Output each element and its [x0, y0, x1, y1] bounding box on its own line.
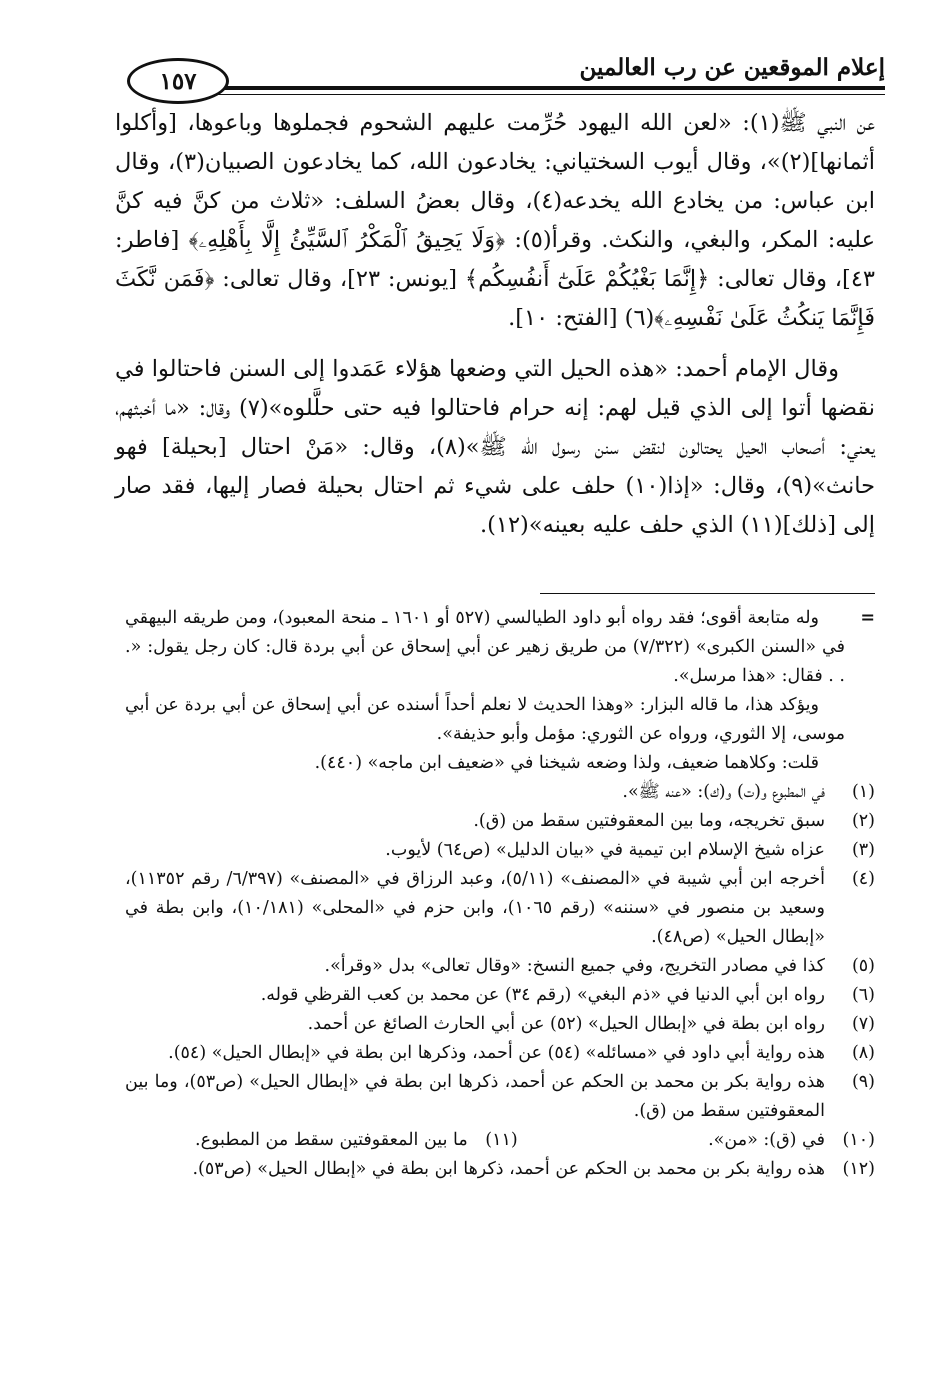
- footnote: [125, 1010, 875, 1039]
- footnote-text: سبق تخريجه، وما بين المعقوفتين سقط من (ق).: [473, 811, 825, 831]
- page-number: ١٥٧: [127, 58, 229, 104]
- continuation-mark: =: [860, 608, 875, 628]
- footnote: [125, 1068, 875, 1126]
- footnote: [125, 778, 875, 807]
- main-paragraph-2: وقال الإمام أحمد: «هذه الحيل التي وضعها هؤلاء عَمَدوا إلى السنن فاحتالوا في نقضها أتوا إلى الذي قيل لهم: إنه حرام فاحتالوا فيه حتى حلَّلوه»(٧) وقال: «ما أخبثهم، يعني: أصحاب الحيل يحتالون لنقض سنن رسول الله ﷺ»(٨)، وقال: «مَنْ احتال [بحيلة] فهو حانث»(٩)، وقال: «إذا(١٠) حلف على شيء ثم احتال بحيلة فصار إليها، فقد صار إلى [ذلك](١١) الذي حلف عليه بعينه»(١٢).: [115, 356, 876, 538]
- footnote-number: (٧): [851, 1014, 875, 1034]
- header-rule-thick: [190, 86, 885, 90]
- main-paragraph-1: عن النبي ﷺ(١): «لعن الله اليهود حُرِّمت عليهم الشحوم فجملوها وباعوها، [وأكلوا أثمانها](٢)»، وقال أيوب السختياني: يخادعون الله، كما يخادعون الصبيان(٣)، وقال ابن عباس: من يخادع الله يخدعه(٤)، وقال بعضُ السلف: «ثلاث من كنَّ فيه كنَّ عليه: المكر، والبغي، والنكث. وقرأ(٥): ﴿وَلَا يَحِيقُ ٱلْمَكْرُ ٱلسَّيِّئُ إِلَّا بِأَهْلِهِۦ﴾ [فاطر: ٤٣]، وقال تعالى: ﴿إِنَّمَا بَغْيُكُمْ عَلَىٰٓ أَنفُسِكُم﴾ [يونس: ٢٣]، وقال تعالى: ﴿فَمَن نَّكَثَ فَإِنَّمَا يَنكُثُ عَلَىٰ نَفْسِهِۦ﴾(٦) [الفتح: ١٠].: [115, 110, 876, 331]
- footnote-number: (٣): [851, 840, 875, 860]
- footnote: [125, 865, 875, 952]
- footnote-text: في المطبوع و(ت) و(ك): «عنه ﷺ».: [622, 782, 825, 802]
- footnote: [125, 836, 875, 865]
- continuation-paragraph: قلت: وكلاهما ضعيف، ولذا وضعه شيخنا في «ضعيف ابن ماجه» (٤٤٠).: [314, 753, 819, 773]
- footnote-number: (١): [851, 782, 875, 802]
- footnote: [125, 807, 875, 836]
- footnote-text: كذا في مصادر التخريج، وفي جميع النسخ: «وقال تعالى» بدل «وقرأ».: [324, 956, 825, 976]
- footnote-text: هذه رواية أبي داود في «مسائله» (٥٤) عن أحمد، وذكرها ابن بطة في «إبطال الحيل» (٥٤).: [168, 1043, 825, 1063]
- footnote-text: رواه ابن أبي الدنيا في «ذم البغي» (رقم ٣٤) عن محمد بن كعب القرظي قوله.: [260, 985, 825, 1005]
- footnote: [125, 1155, 875, 1184]
- footnote-number: (٥): [851, 956, 875, 976]
- continuation-paragraph: وله متابعة أقوى؛ فقد رواه أبو داود الطيالسي (٥٢٧ أو ١٦٠١ ـ منحة المعبود)، ومن طريقه البيهقي في «السنن الكبرى» (٧/٣٢٢) من طريق زهير عن أبي إسحاق عن أبي بردة قال: كان رجل يقول: «. . . فقال: «هذا مرسل».: [125, 608, 845, 686]
- footnote-number: (١١): [485, 1130, 518, 1150]
- footnote-text: رواه ابن بطة في «إبطال الحيل» (٥٢) عن أبي الحارث الصائغ عن أحمد.: [307, 1014, 825, 1034]
- footnote-number: (١٢): [842, 1159, 875, 1179]
- main-text: [115, 104, 875, 545]
- footnote-number: (١٠): [842, 1130, 875, 1150]
- footnote: [708, 1126, 875, 1155]
- footnote-number: (٤): [851, 869, 875, 889]
- footnote-number: (٩): [851, 1072, 875, 1092]
- footnote-row-10-11: [125, 1126, 875, 1155]
- footnote: [125, 981, 875, 1010]
- footnote-text: هذه رواية بكر بن محمد بن الحكم عن أحمد، ذكرها ابن بطة في «إبطال الحيل» (ص٥٣).: [192, 1159, 825, 1179]
- footnote-number: (٨): [851, 1043, 875, 1063]
- footnote-text: في (ق): «من».: [708, 1130, 825, 1150]
- footnote-text: هذه رواية بكر بن محمد بن الحكم عن أحمد، ذكرها ابن بطة في «إبطال الحيل» (ص٥٣)، وما بين المعقوفتين سقط من (ق).: [125, 1072, 825, 1121]
- footnote-divider: [540, 593, 875, 594]
- header-rule-thin: [190, 94, 885, 95]
- footnote: [195, 1126, 518, 1155]
- footnote-text: أخرجه ابن أبي شيبة في «المصنف» (٥/١١)، وعبد الرزاق في «المصنف» (٦/٣٩٧/ رقم ١١٣٥٢)، وسعيد بن منصور في «سننه» (رقم ١٠٦٥)، وابن حزم في «المحلى» (١٠/١٨١)، وابن بطة في «إبطال الحيل» (ص٤٨).: [125, 869, 825, 947]
- footnote-number: (٦): [851, 985, 875, 1005]
- footnote-text: ما بين المعقوفتين سقط من المطبوع.: [195, 1130, 468, 1150]
- page-header: [95, 48, 885, 98]
- footnotes: [125, 604, 875, 1184]
- footnote-number: (٢): [851, 811, 875, 831]
- footnote: [125, 1039, 875, 1068]
- footnote: [125, 952, 875, 981]
- footnote-text: عزاه شيخ الإسلام ابن تيمية في «بيان الدليل» (ص٦٤) لأيوب.: [385, 840, 825, 860]
- running-title: إعلام الموقعين عن رب العالمين: [579, 54, 885, 81]
- continuation-paragraph: ويؤكد هذا، ما قاله البزار: «وهذا الحديث لا نعلم أحداً أسنده عن أبي إسحاق عن أبي بردة عن أبي موسى، إلا الثوري، ورواه عن الثوري: مؤمل وأبو حذيفة».: [125, 695, 845, 744]
- footnote-continuation: [125, 604, 875, 778]
